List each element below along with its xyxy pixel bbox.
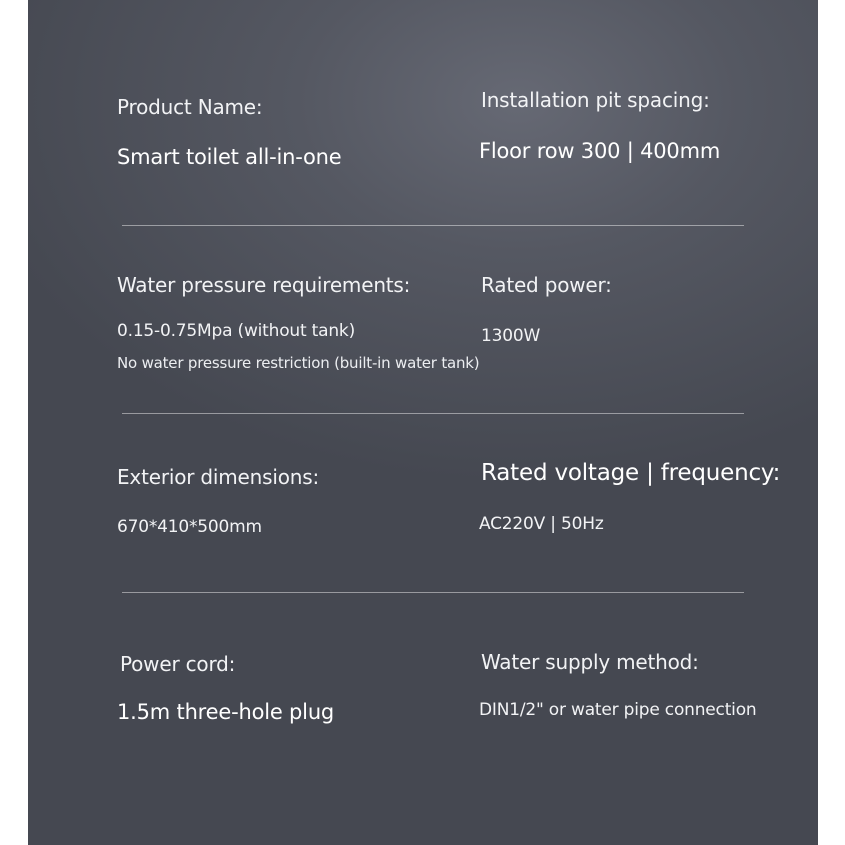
product-name-label: Product Name: <box>117 95 263 119</box>
water-pressure-value-primary: 0.15-0.75Mpa (without tank) <box>117 321 355 341</box>
water-pressure-label: Water pressure requirements: <box>117 273 411 297</box>
power-cord-label: Power cord: <box>120 652 236 676</box>
product-name-value: Smart toilet all-in-one <box>117 145 342 169</box>
water-supply-value: DIN1/2" or water pipe connection <box>479 700 757 720</box>
divider <box>122 413 744 414</box>
pit-spacing-label: Installation pit spacing: <box>481 88 710 112</box>
voltage-frequency-label: Rated voltage | frequency: <box>481 460 781 486</box>
voltage-frequency-value: AC220V | 50Hz <box>479 514 604 534</box>
dimensions-label: Exterior dimensions: <box>117 465 319 489</box>
water-pressure-value-secondary: No water pressure restriction (built-in water tank) <box>117 354 480 372</box>
divider <box>122 592 744 593</box>
rated-power-label: Rated power: <box>481 273 612 297</box>
dimensions-value: 670*410*500mm <box>117 517 262 537</box>
rated-power-value: 1300W <box>481 326 541 346</box>
pit-spacing-value: Floor row 300 | 400mm <box>479 139 721 163</box>
divider <box>122 225 744 226</box>
water-supply-label: Water supply method: <box>481 650 699 674</box>
spec-panel <box>28 0 818 845</box>
power-cord-value: 1.5m three-hole plug <box>117 700 335 724</box>
